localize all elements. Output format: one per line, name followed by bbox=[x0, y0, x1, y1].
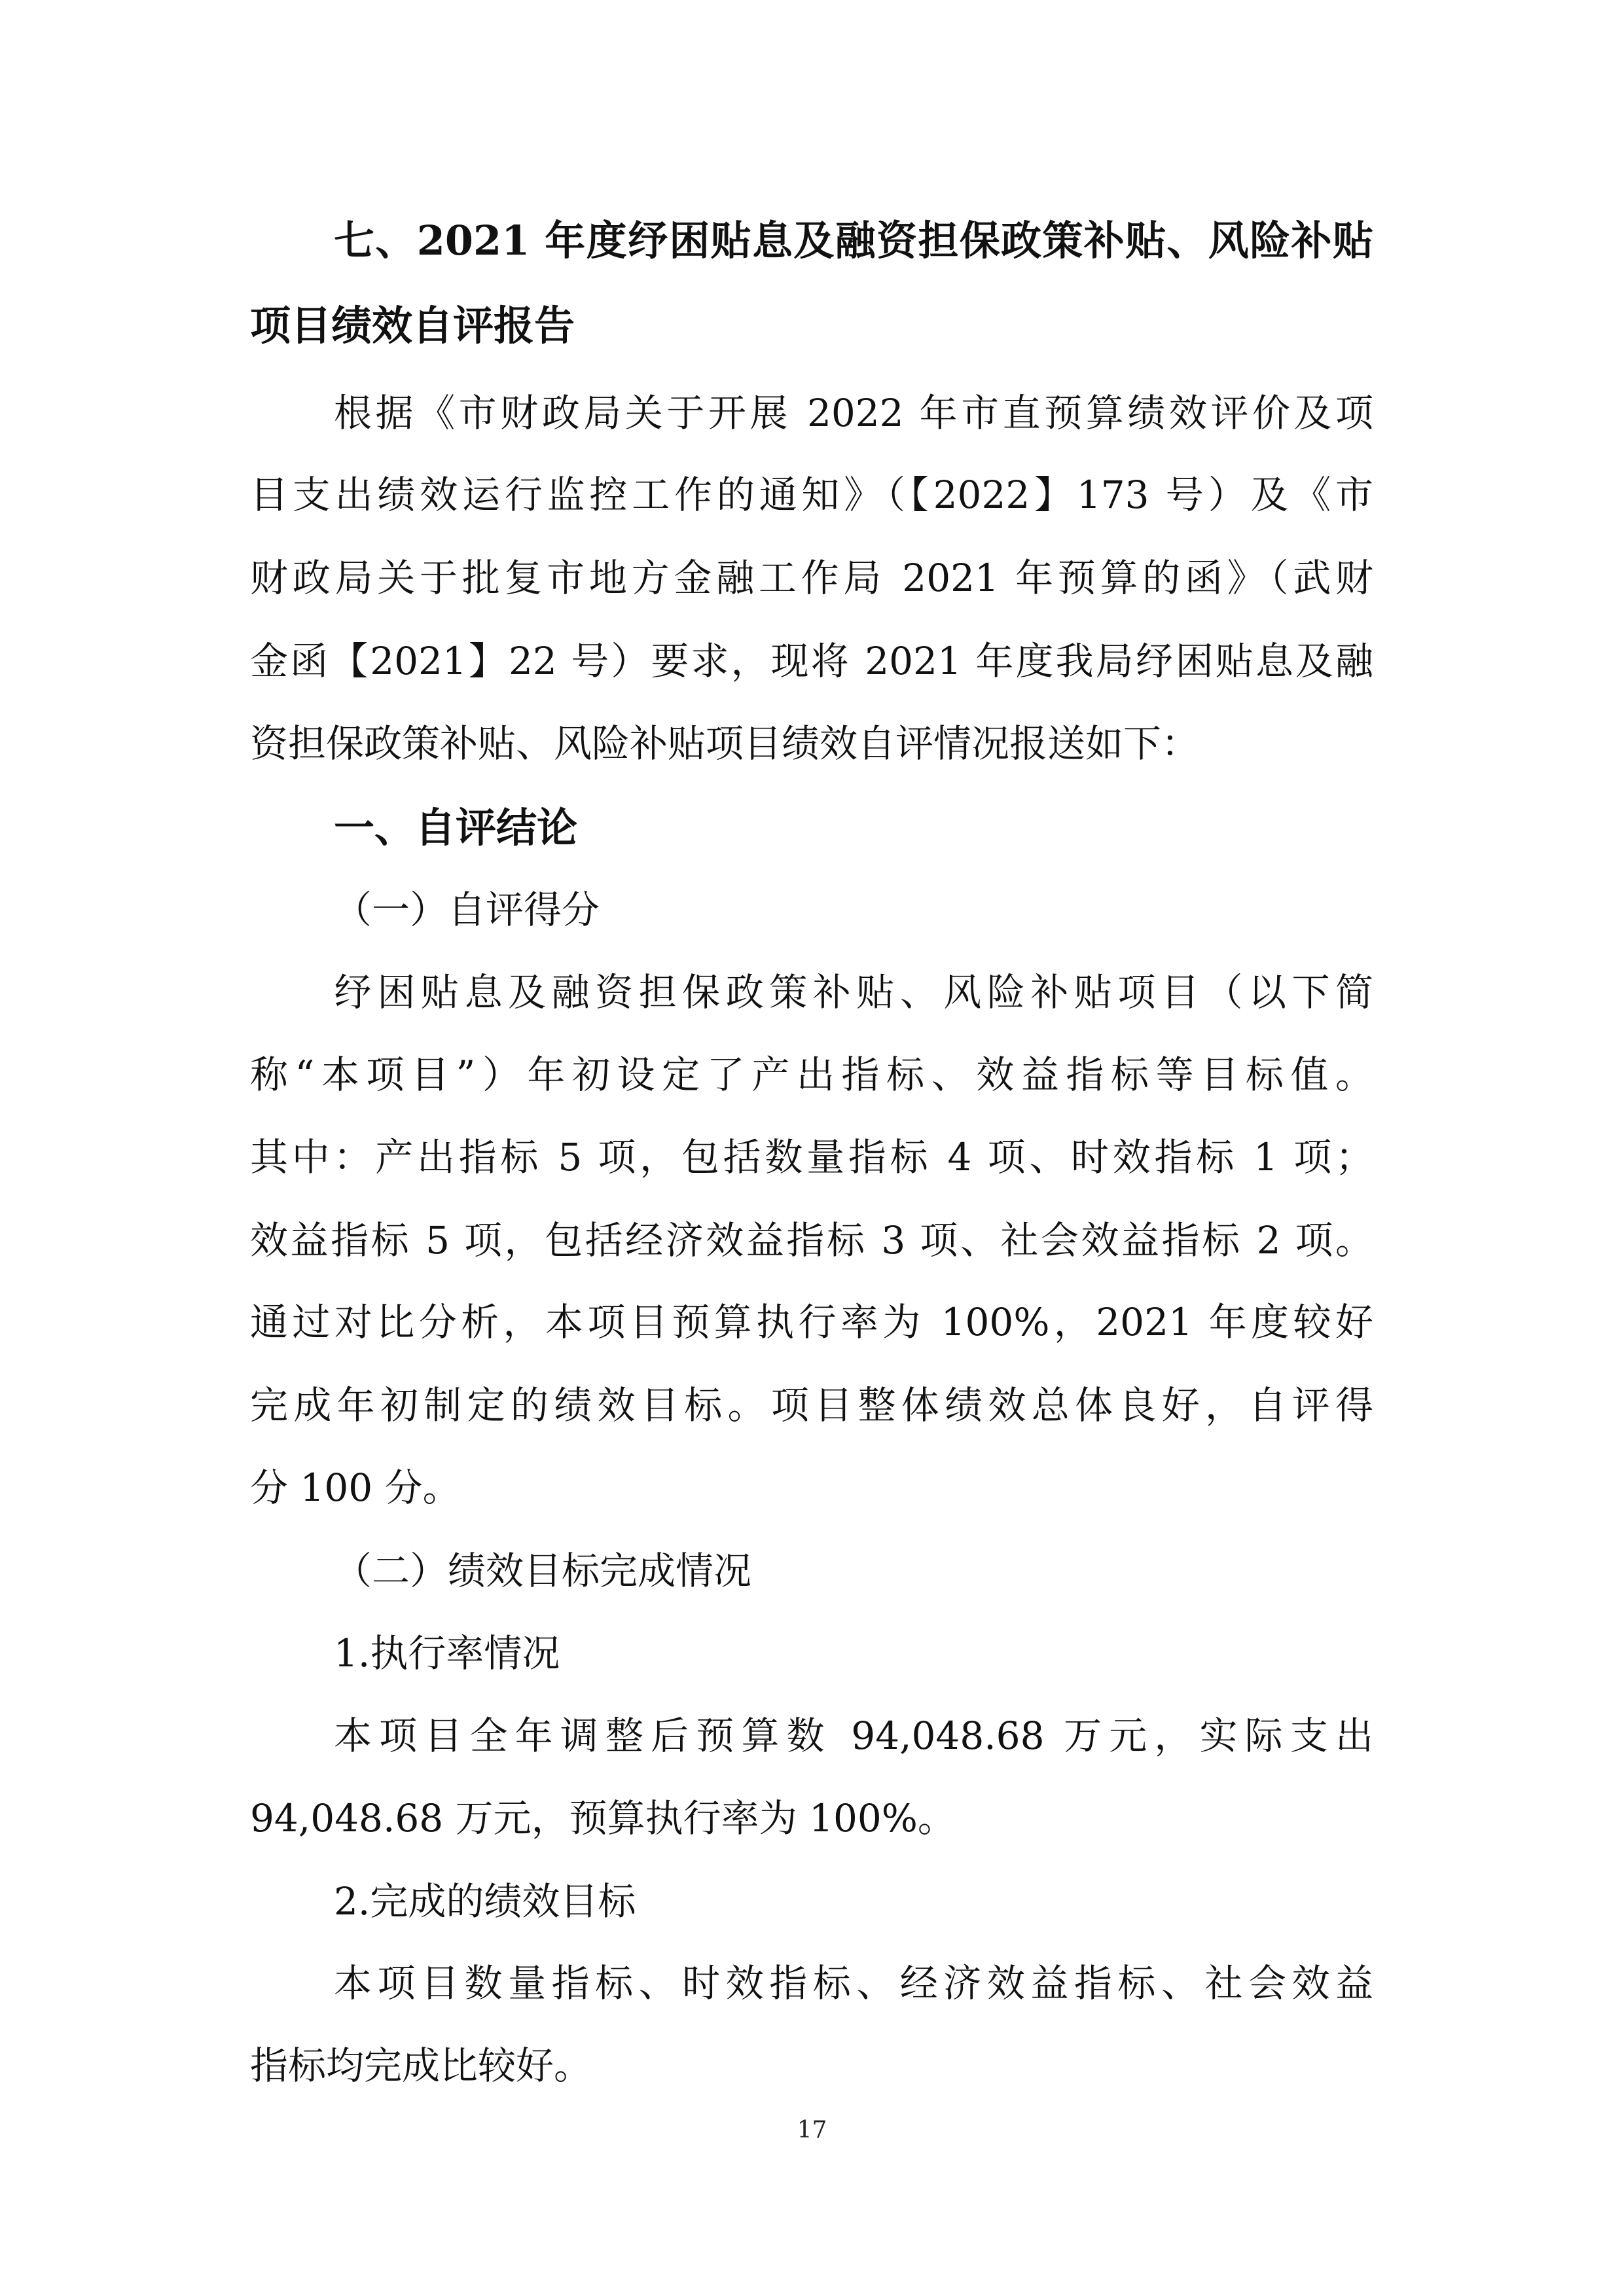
intro-line-2: 目支出绩效运行监控工作的通知》（【2022】173 号）及《市 bbox=[250, 473, 1373, 517]
score-line-2: 称“本项目”）年初设定了产出指标、效益指标等目标值。 bbox=[250, 1052, 1373, 1097]
score-line-3: 其中：产出指标 5 项，包括数量指标 4 项、时效指标 1 项； bbox=[250, 1135, 1373, 1179]
score-line-7: 分 100 分。 bbox=[250, 1465, 461, 1510]
score-line-5: 通过对比分析，本项目预算执行率为 100%，2021 年度较好 bbox=[250, 1300, 1373, 1344]
score-line-6: 完成年初制定的绩效目标。项目整体绩效总体良好，自评得 bbox=[250, 1383, 1373, 1427]
subsection-heading-targets: （二）绩效目标完成情况 bbox=[334, 1549, 752, 1593]
intro-line-1: 根据《市财政局关于开展 2022 年市直预算绩效评价及项 bbox=[334, 391, 1373, 435]
item-heading-execution-rate: 1.执行率情况 bbox=[334, 1631, 560, 1676]
page-number: 17 bbox=[797, 2117, 827, 2144]
title-line-1: 七、2021 年度纾困贴息及融资担保政策补贴、风险补贴 bbox=[334, 217, 1373, 264]
targets-line-1: 本项目数量指标、时效指标、经济效益指标、社会效益 bbox=[334, 1961, 1373, 2005]
item-heading-completed-targets: 2.完成的绩效目标 bbox=[334, 1879, 636, 1924]
intro-line-5: 资担保政策补贴、风险补贴项目绩效自评情况报送如下： bbox=[250, 721, 1200, 766]
intro-line-3: 财政局关于批复市地方金融工作局 2021 年预算的函》（武财 bbox=[250, 556, 1373, 600]
targets-line-2: 指标均完成比较好。 bbox=[250, 2043, 592, 2088]
execution-line-1: 本项目全年调整后预算数 94,048.68 万元，实际支出 bbox=[334, 1713, 1373, 1758]
title-line-2: 项目绩效自评报告 bbox=[250, 302, 575, 350]
execution-line-2: 94,048.68 万元，预算执行率为 100%。 bbox=[250, 1796, 956, 1840]
section-heading-self-evaluation: 一、自评结论 bbox=[334, 804, 578, 852]
subsection-heading-score: （一）自评得分 bbox=[334, 888, 600, 932]
intro-line-4: 金函【2021】22 号）要求，现将 2021 年度我局纾困贴息及融 bbox=[250, 639, 1373, 683]
score-line-4: 效益指标 5 项，包括经济效益指标 3 项、社会效益指标 2 项。 bbox=[250, 1218, 1373, 1263]
score-line-1: 纾困贴息及融资担保政策补贴、风险补贴项目（以下简 bbox=[334, 970, 1373, 1014]
